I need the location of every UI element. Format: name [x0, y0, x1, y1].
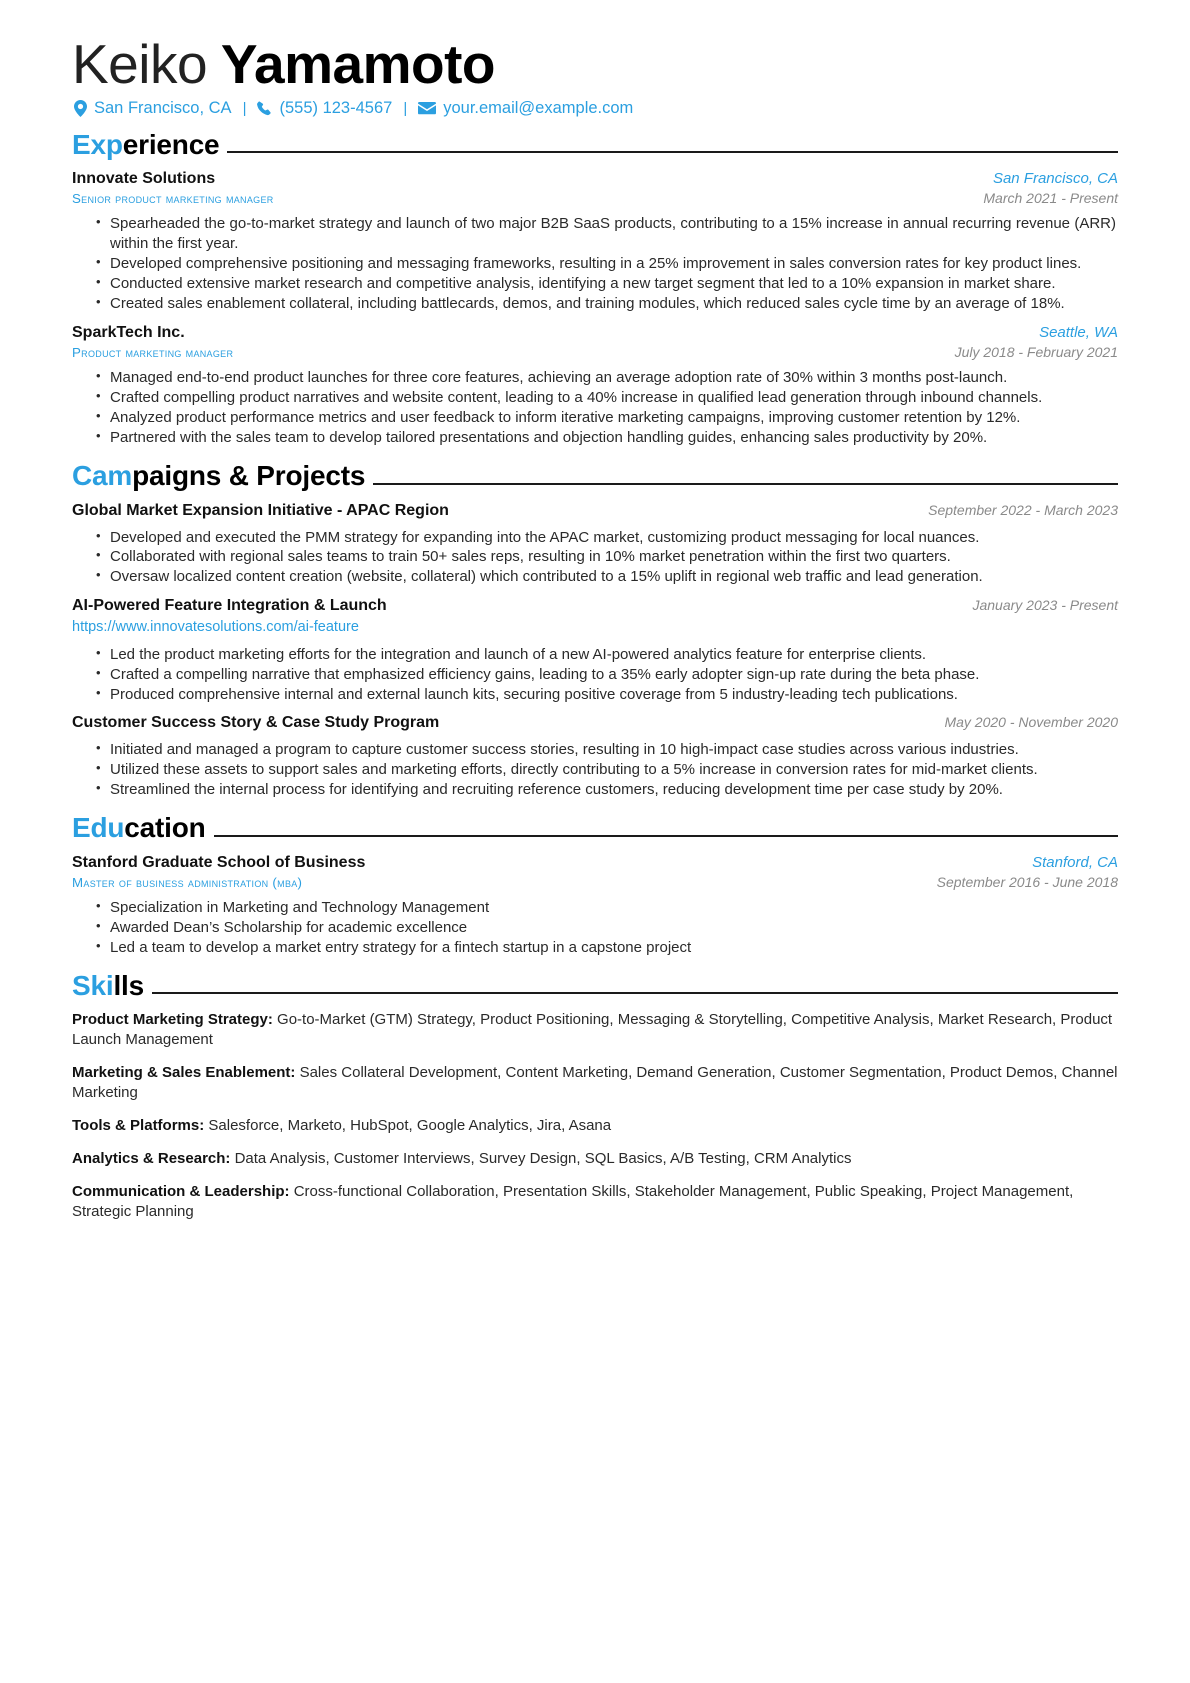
entry-role: Product marketing manager [72, 345, 234, 361]
section-education-title [72, 813, 206, 842]
contact-separator: | [242, 99, 247, 117]
section-education-header [72, 813, 1118, 842]
skill-row [72, 1149, 1118, 1169]
skill-items: Data Analysis, Customer Interviews, Survey Design, SQL Basics, A/B Testing, CRM Analytics [234, 1149, 852, 1167]
map-pin-icon [74, 100, 87, 117]
list-item: • Specialization in Marketing and Technology Management [110, 898, 1118, 918]
skill-row [72, 1063, 1118, 1103]
section-title-accent: Ski [72, 969, 114, 1001]
contact-email[interactable] [418, 100, 633, 117]
entry-date: July 2018 - February 2021 [954, 344, 1118, 361]
entry-location: Seattle, WA [1039, 324, 1118, 342]
contact-location-label: San Francisco, CA [94, 99, 232, 117]
entry-bullets [72, 214, 1118, 314]
section-title-rest: lls [113, 969, 144, 1001]
list-item: • Spearheaded the go-to-market strategy and launch of two major B2B SaaS products, contributing to a 15% increase in annual recurring revenue (ARR) within the first year. [110, 214, 1118, 254]
skill-category: Product Marketing Strategy: [72, 1011, 273, 1029]
entry-bullets [72, 368, 1118, 448]
entry-title-row [72, 853, 1118, 873]
skill-category: Analytics & Research: [72, 1149, 231, 1167]
envelope-icon [418, 102, 436, 115]
section-experience-title [72, 130, 219, 159]
entry [72, 501, 1118, 588]
section-title-accent: Cam [72, 460, 133, 492]
entry [72, 169, 1118, 314]
entry-title-row [72, 713, 1118, 733]
list-item: • Initiated and managed a program to capture customer success stories, resulting in 10 high-impact case studies across various industries. [110, 740, 1118, 760]
contact-separator-2: | [403, 99, 408, 117]
entry-location: San Francisco, CA [992, 170, 1118, 188]
skill-row [72, 1116, 1118, 1136]
list-item: • Conducted extensive market research and competitive analysis, identifying a new target segment that led to a 10% expansion in market share. [110, 274, 1118, 294]
skill-category: Tools & Platforms: [72, 1116, 205, 1134]
list-item: • Collaborated with regional sales teams to train 50+ sales reps, resulting in 10% market penetration within the first two quarters. [110, 547, 1118, 567]
entry-bullets [72, 740, 1118, 800]
last-name: Yamamoto [220, 33, 496, 95]
entry-date: January 2023 - Present [972, 597, 1118, 614]
list-item: • Oversaw localized content creation (website, collateral) which contributed to a 15% uplift in regional web traffic and lead generation. [110, 567, 1118, 587]
list-item: • Streamlined the internal process for identifying and recruiting reference customers, reducing development time per case study by 20%. [110, 780, 1118, 800]
skills-list [72, 1010, 1118, 1222]
section-title-accent: Edu [72, 812, 125, 844]
entry-title-row [72, 323, 1118, 343]
entry [72, 323, 1118, 448]
section-title-rest: erience [122, 128, 220, 160]
section-experience-header [72, 130, 1118, 159]
section-skills [72, 971, 1118, 1222]
entry-role: Senior product marketing manager [72, 191, 274, 207]
entry-bullets [72, 645, 1118, 705]
entry-organization: Stanford Graduate School of Business [72, 853, 366, 871]
list-item: • Led a team to develop a market entry strategy for a fintech startup in a capstone project [110, 938, 1118, 958]
entry-subtitle-row [72, 343, 1118, 361]
entry-organization: Global Market Expansion Initiative - APAC Region [72, 501, 449, 519]
section-title-accent: Exp [72, 128, 123, 160]
list-item: • Crafted a compelling narrative that emphasized efficiency gains, leading to a 35% early adopter sign-up rate during the beta phase. [110, 665, 1118, 685]
list-item: • Utilized these assets to support sales and marketing efforts, directly contributing to a 5% increase in conversion rates for mid-market clients. [110, 760, 1118, 780]
skill-items: Salesforce, Marketo, HubSpot, Google Analytics, Jira, Asana [208, 1116, 612, 1134]
entry-title-row [72, 169, 1118, 189]
entry-role: Master of business administration (mba) [72, 874, 303, 890]
entry-bullets [72, 898, 1118, 958]
contact-phone-label: (555) 123-4567 [279, 99, 393, 117]
entry-bullets [72, 528, 1118, 588]
section-divider [373, 483, 1118, 485]
list-item: • Created sales enablement collateral, including battlecards, demos, and training modules, which reduced sales cycle time by an average of 18%. [110, 294, 1118, 314]
entry-location: Stanford, CA [1032, 853, 1118, 871]
entry-title-row [72, 501, 1118, 521]
entry-date: September 2016 - June 2018 [936, 873, 1118, 890]
section-education [72, 813, 1118, 957]
list-item: • Partnered with the sales team to develop tailored presentations and objection handling guides, enhancing sales productivity by 20%. [110, 428, 1118, 448]
entry-url-link[interactable]: https://www.innovatesolutions.com/ai-feature [72, 619, 359, 636]
page-title [72, 33, 1118, 95]
list-item: • Crafted compelling product narratives and website content, leading to a 40% increase in qualified lead generation through inbound channels. [110, 388, 1118, 408]
list-item: • Led the product marketing efforts for the integration and launch of a new AI-powered analytics feature for enterprise clients. [110, 645, 1118, 665]
skill-row [72, 1182, 1118, 1222]
entry-organization: AI-Powered Feature Integration & Launch [72, 597, 387, 615]
entry-subtitle-row [72, 873, 1118, 891]
entry-date: September 2022 - March 2023 [928, 501, 1118, 518]
section-campaigns-title [72, 461, 365, 490]
section-title-rest: paigns & Projects [132, 460, 366, 492]
list-item: • Developed and executed the PMM strategy for expanding into the APAC market, customizing product messaging for local nuances. [110, 528, 1118, 548]
skill-items: Sales Collateral Development, Content Marketing, Demand Generation, Customer Segmentation, Product Demos, Channel Marketing [72, 1064, 1118, 1101]
list-item: • Produced comprehensive internal and external launch kits, securing positive coverage from 5 industry-leading tech publications. [110, 685, 1118, 705]
section-skills-title [72, 971, 144, 1000]
list-item: • Analyzed product performance metrics and user feedback to inform iterative marketing campaigns, improving customer retention by 12%. [110, 408, 1118, 428]
skill-items: Go-to-Market (GTM) Strategy, Product Positioning, Messaging & Storytelling, Competitive Analysis, Market Research, Product Launch Management [72, 1011, 1113, 1049]
section-campaigns-header [72, 461, 1118, 490]
section-campaigns [72, 461, 1118, 800]
entry-organization: SparkTech Inc. [72, 324, 185, 342]
skill-row [72, 1010, 1118, 1050]
entry [72, 713, 1118, 800]
section-divider [152, 992, 1118, 994]
section-experience [72, 130, 1118, 448]
section-title-rest: cation [124, 812, 206, 844]
contact-location[interactable] [74, 100, 232, 117]
entry-date: March 2021 - Present [983, 190, 1118, 207]
skill-category: Marketing & Sales Enablement: [72, 1064, 296, 1082]
first-name: Keiko [72, 33, 208, 95]
entry-title-row [72, 596, 1118, 616]
entry [72, 596, 1118, 704]
contact-email-label: your.email@example.com [443, 99, 634, 117]
entry-subtitle-row [72, 189, 1118, 207]
phone-icon [257, 101, 272, 116]
skill-category: Communication & Leadership: [72, 1182, 290, 1200]
list-item: • Developed comprehensive positioning and messaging frameworks, resulting in a 25% improvement in sales conversion rates for key product lines. [110, 254, 1118, 274]
list-item: • Managed end-to-end product launches for three core features, achieving an average adoption rate of 30% within 3 months post-launch. [110, 368, 1118, 388]
list-item: • Awarded Dean’s Scholarship for academic excellence [110, 918, 1118, 938]
contact-bar [74, 100, 1118, 117]
section-divider [227, 151, 1118, 153]
resume-header [72, 33, 1118, 117]
entry [72, 853, 1118, 958]
section-skills-header [72, 971, 1118, 1000]
skill-items: Cross-functional Collaboration, Presentation Skills, Stakeholder Management, Public Speaking, Project Management, Strategic Planning [72, 1182, 1074, 1220]
resume-sections [72, 130, 1118, 958]
section-divider [214, 835, 1118, 837]
entry-organization: Innovate Solutions [72, 170, 216, 188]
entry-organization: Customer Success Story & Case Study Program [72, 714, 440, 732]
contact-phone[interactable] [257, 100, 392, 117]
entry-date: May 2020 - November 2020 [944, 714, 1118, 731]
